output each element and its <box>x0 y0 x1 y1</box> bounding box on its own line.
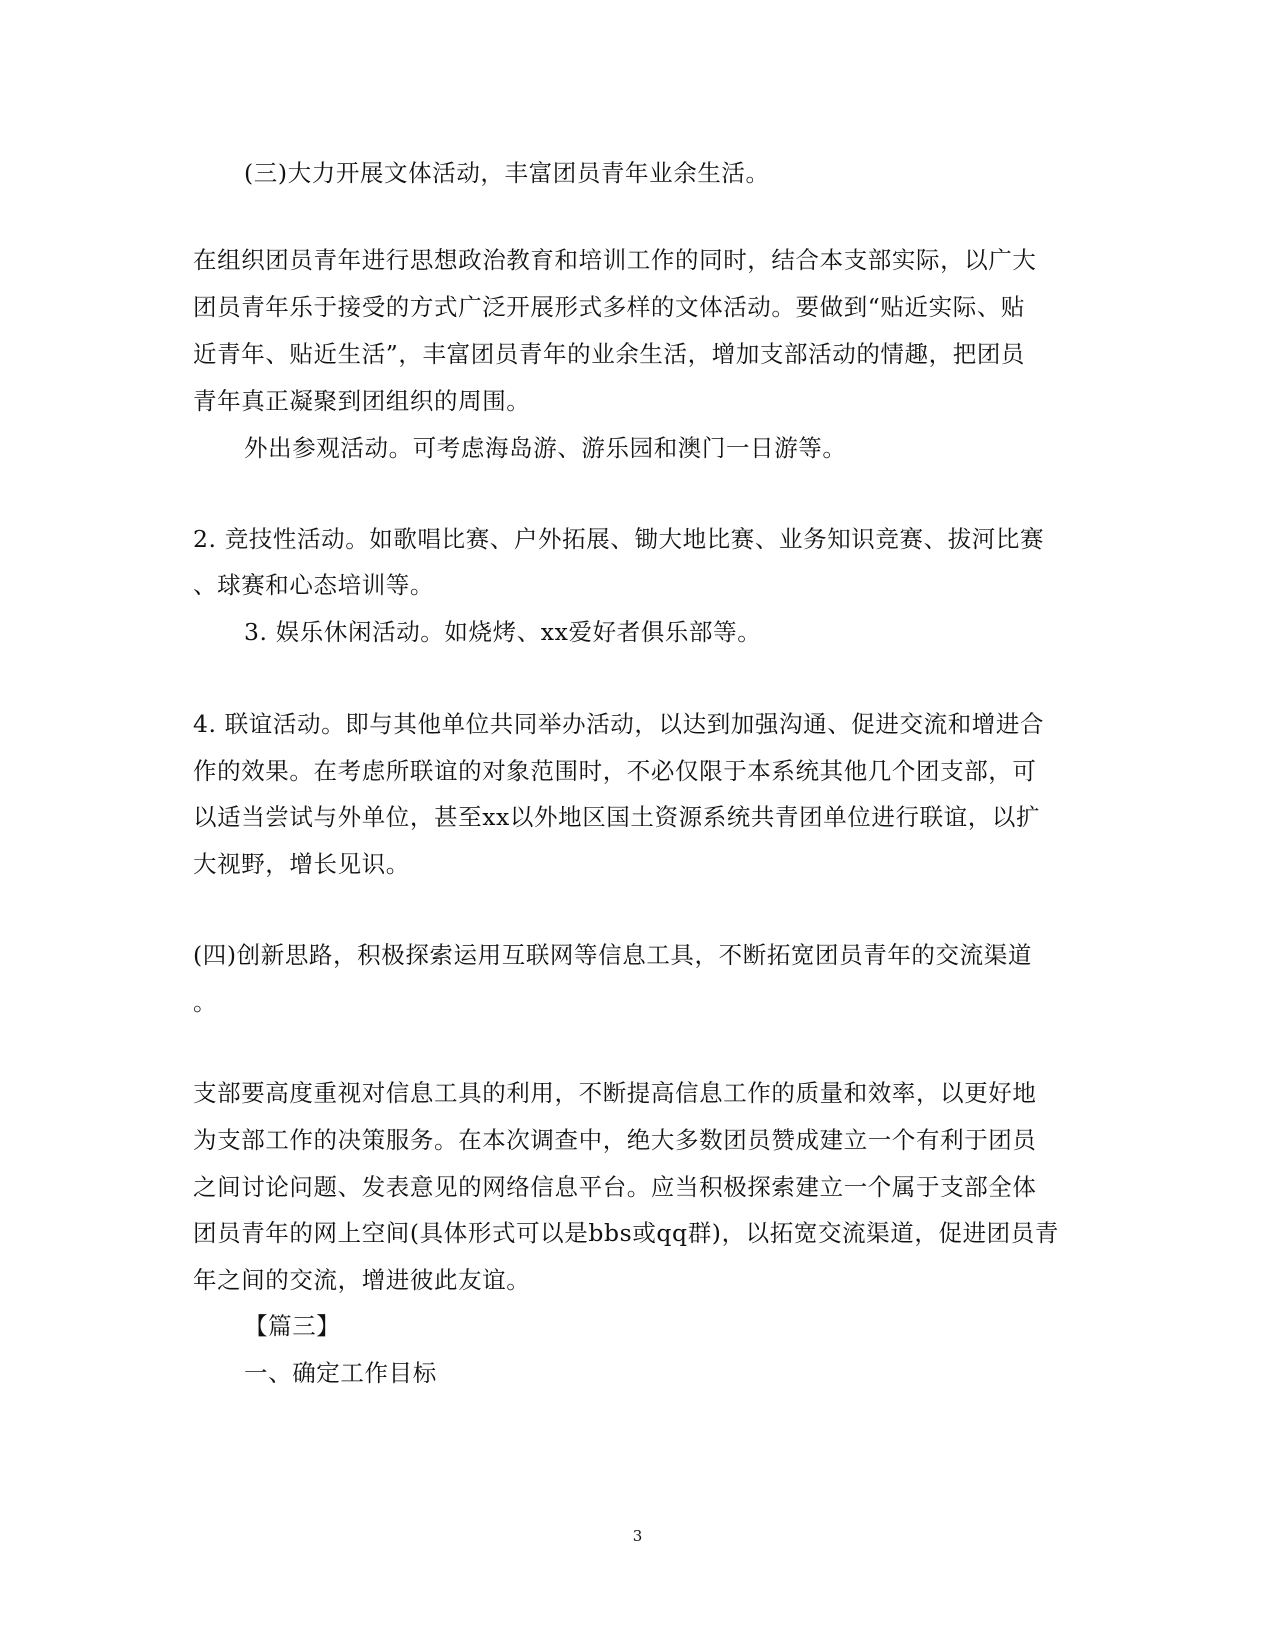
paragraph-line: 在组织团员青年进行思想政治教育和培训工作的同时，结合本支部实际，以广大 <box>193 246 1037 274</box>
list-item-2-continued: 、球赛和心态培训等。 <box>193 571 434 599</box>
subsection-heading: 一、确定工作目标 <box>244 1359 437 1387</box>
paragraph-line: 近青年、贴近生活”，丰富团员青年的业余生活，增加支部活动的情趣，把团员 <box>193 340 1026 368</box>
page-number: 3 <box>632 1527 643 1545</box>
paragraph-line: 作的效果。在考虑所联谊的对象范围时，不必仅限于本系统其他几个团支部，可 <box>193 757 1037 785</box>
paragraph-line: 之间讨论问题、发表意见的网络信息平台。应当积极探索建立一个属于支部全体 <box>193 1173 1037 1201</box>
section-heading-4: (四)创新思路，积极探索运用互联网等信息工具，不断拓宽团员青年的交流渠道 <box>193 941 1032 969</box>
paragraph-line: 青年真正凝聚到团组织的周围。 <box>193 387 531 415</box>
paragraph-line: 为支部工作的决策服务。在本次调查中，绝大多数团员赞成建立一个有利于团员 <box>193 1126 1037 1154</box>
paragraph-line: 团员青年的网上空间(具体形式可以是bbs或qq群)，以拓宽交流渠道，促进团员青 <box>193 1219 1059 1247</box>
section-heading-3: (三)大力开展文体活动，丰富团员青年业余生活。 <box>244 159 770 187</box>
paragraph-line: 大视野，增长见识。 <box>193 850 410 878</box>
paragraph-line: 以适当尝试与外单位，甚至xx以外地区国土资源系统共青团单位进行联谊，以扩 <box>193 803 1041 831</box>
list-item-4: 4. 联谊活动。即与其他单位共同举办活动，以达到加强沟通、促进交流和增进合 <box>193 710 1045 738</box>
paragraph-line: 支部要高度重视对信息工具的利用，不断提高信息工作的质量和效率，以更好地 <box>193 1079 1037 1107</box>
list-item-1: 外出参观活动。可考虑海岛游、游乐园和澳门一日游等。 <box>244 434 847 462</box>
paragraph-line: 团员青年乐于接受的方式广泛开展形式多样的文体活动。要做到“贴近实际、贴 <box>193 293 1026 321</box>
list-item-3: 3. 娱乐休闲活动。如烧烤、xx爱好者俱乐部等。 <box>244 618 762 646</box>
part-heading: 【篇三】 <box>244 1312 341 1340</box>
list-item-2: 2. 竞技性活动。如歌唱比赛、户外拓展、锄大地比赛、业务知识竞赛、拔河比赛 <box>193 525 1045 553</box>
section-heading-4-continued: 。 <box>193 988 218 1016</box>
paragraph-line: 年之间的交流，增进彼此友谊。 <box>193 1266 531 1294</box>
